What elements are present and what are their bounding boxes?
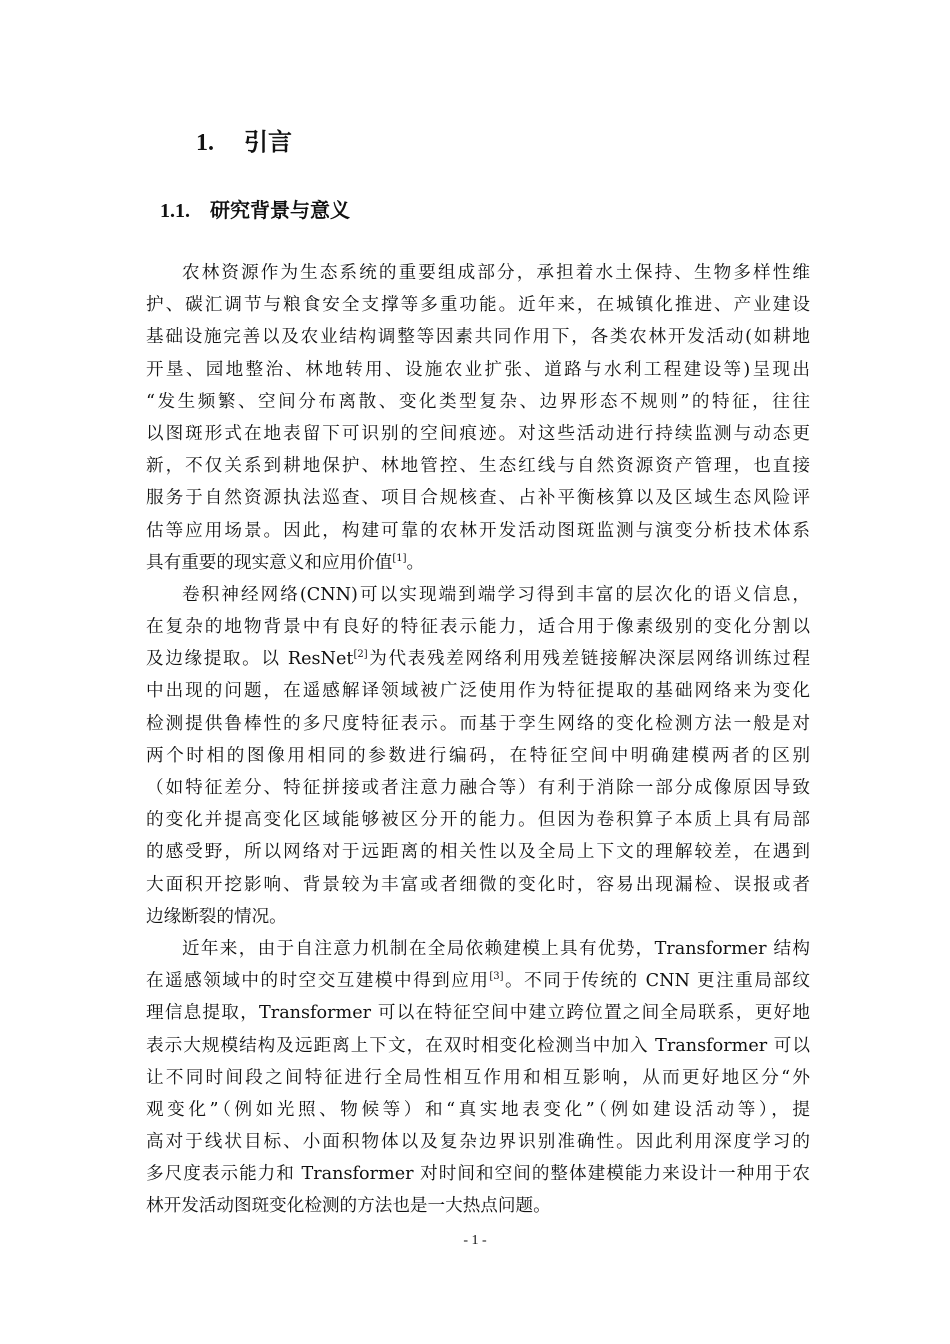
text-run: 。不同于传统的 CNN 更注重局部纹 [503,971,810,992]
paragraph-line: （如特征差分、特征拼接或者注意力融合等）有利于消除一部分成像原因导致 [146,778,810,798]
paragraph-line: 近年来，由于自注意力机制在全局依赖建模上具有优势，Transformer 结构 [182,938,810,959]
paragraph-line [146,643,810,675]
text-run: 及边缘提取。以 ResNet [146,649,354,670]
paragraph-line: 新，不仅关系到耕地保护、林地管控、生态红线与自然资源资产管理，也直接 [146,456,810,477]
citation-ref: [2] [353,649,368,661]
section-heading [196,122,292,157]
paragraph-line: 多尺度表示能力和 Transformer 对时间和空间的整体建模能力来设计一种用于农 [146,1164,810,1185]
paragraph-line: 高对于线状目标、小面积物体以及复杂边界识别准确性。因此利用深度学习的 [146,1132,810,1153]
paragraph-line: 观变化”（例如光照、物候等）和“真实地表变化”（例如建设活动等），提 [146,1099,810,1120]
paragraph-line: 大面积开挖影响、背景较为丰富或者细微的变化时，容易出现漏检、误报或者 [146,874,810,895]
paragraph-line [146,547,810,579]
paragraph-line: 理信息提取，Transformer 可以在特征空间中建立跨位置之间全局联系，更好地 [146,1003,810,1024]
text-run: 为代表残差网络利用残差链接解决深层网络训练过程 [367,649,810,670]
paragraph-line [146,965,810,997]
section-number: 1. [196,130,214,156]
paragraph-line: 卷积神经网络(CNN)可以实现端到端学习得到丰富的层次化的语义信息， [182,584,810,605]
text-run: 具有重要的现实意义和应用价值 [146,552,393,573]
paragraph-line: 在复杂的地物背景中有良好的特征表示能力，适合用于像素级别的变化分割以 [146,617,810,638]
paragraph-line: 估等应用场景。因此，构建可靠的农林开发活动图斑监测与演变分析技术体系 [146,520,810,541]
paragraph-line: 的感受野，所以网络对于远距离的相关性以及全局上下文的理解较差，在遇到 [146,842,810,863]
paragraph-line: 的变化并提高变化区域能够被区分开的能力。但因为卷积算子本质上具有局部 [146,810,810,831]
citation-ref: [1] [392,552,407,564]
subsection-title: 研究背景与意义 [210,198,350,222]
paragraph-line: 护、碳汇调节与粮食安全支撑等多重功能。近年来，在城镇化推进、产业建设 [146,295,810,316]
paragraph-line: 边缘断裂的情况。 [146,906,287,927]
paragraph-line: 农林资源作为生态系统的重要组成部分，承担着水土保持、生物多样性维 [182,263,810,283]
text-run: 。 [406,552,425,573]
paragraph-line: 开垦、园地整治、林地转用、设施农业扩张、道路与水利工程建设等)呈现出 [146,359,810,380]
subsection-number: 1.1. [160,200,190,222]
paragraph-line: 中出现的问题，在遥感解译领域被广泛使用作为特征提取的基础网络来为变化 [146,681,810,702]
paragraph-line: 以图斑形式在地表留下可识别的空间痕迹。对这些活动进行持续监测与动态更 [146,423,810,444]
subsection-heading [160,194,350,223]
paragraph-line: 基础设施完善以及农业结构调整等因素共同作用下，各类农林开发活动(如耕地 [146,327,810,348]
paragraph-line: “发生频繁、空间分布离散、变化类型复杂、边界形态不规则”的特征，往往 [146,391,810,412]
text-run: 在遥感领域中的时空交互建模中得到应用 [146,971,490,992]
section-title: 引言 [244,128,292,156]
paragraph-line: 服务于自然资源执法巡查、项目合规核查、占补平衡核算以及区域生态风险评 [146,488,810,509]
paragraph-line: 林开发活动图斑变化检测的方法也是一大热点问题。 [146,1196,551,1217]
paragraph-line: 检测提供鲁棒性的多尺度特征表示。而基于孪生网络的变化检测方法一般是对 [146,713,810,734]
page-number: - 1 - [463,1233,487,1248]
paragraph-line: 让不同时间段之间特征进行全局性相互作用和相互影响，从而更好地区分“外 [146,1067,810,1088]
paragraph-line: 两个时相的图像用相同的参数进行编码，在特征空间中明确建模两者的区别 [146,745,810,766]
body-text [146,257,810,1223]
paragraph-line: 表示大规模结构及远距离上下文，在双时相变化检测当中加入 Transformer 可以 [146,1035,810,1056]
citation-ref: [3] [489,971,504,983]
